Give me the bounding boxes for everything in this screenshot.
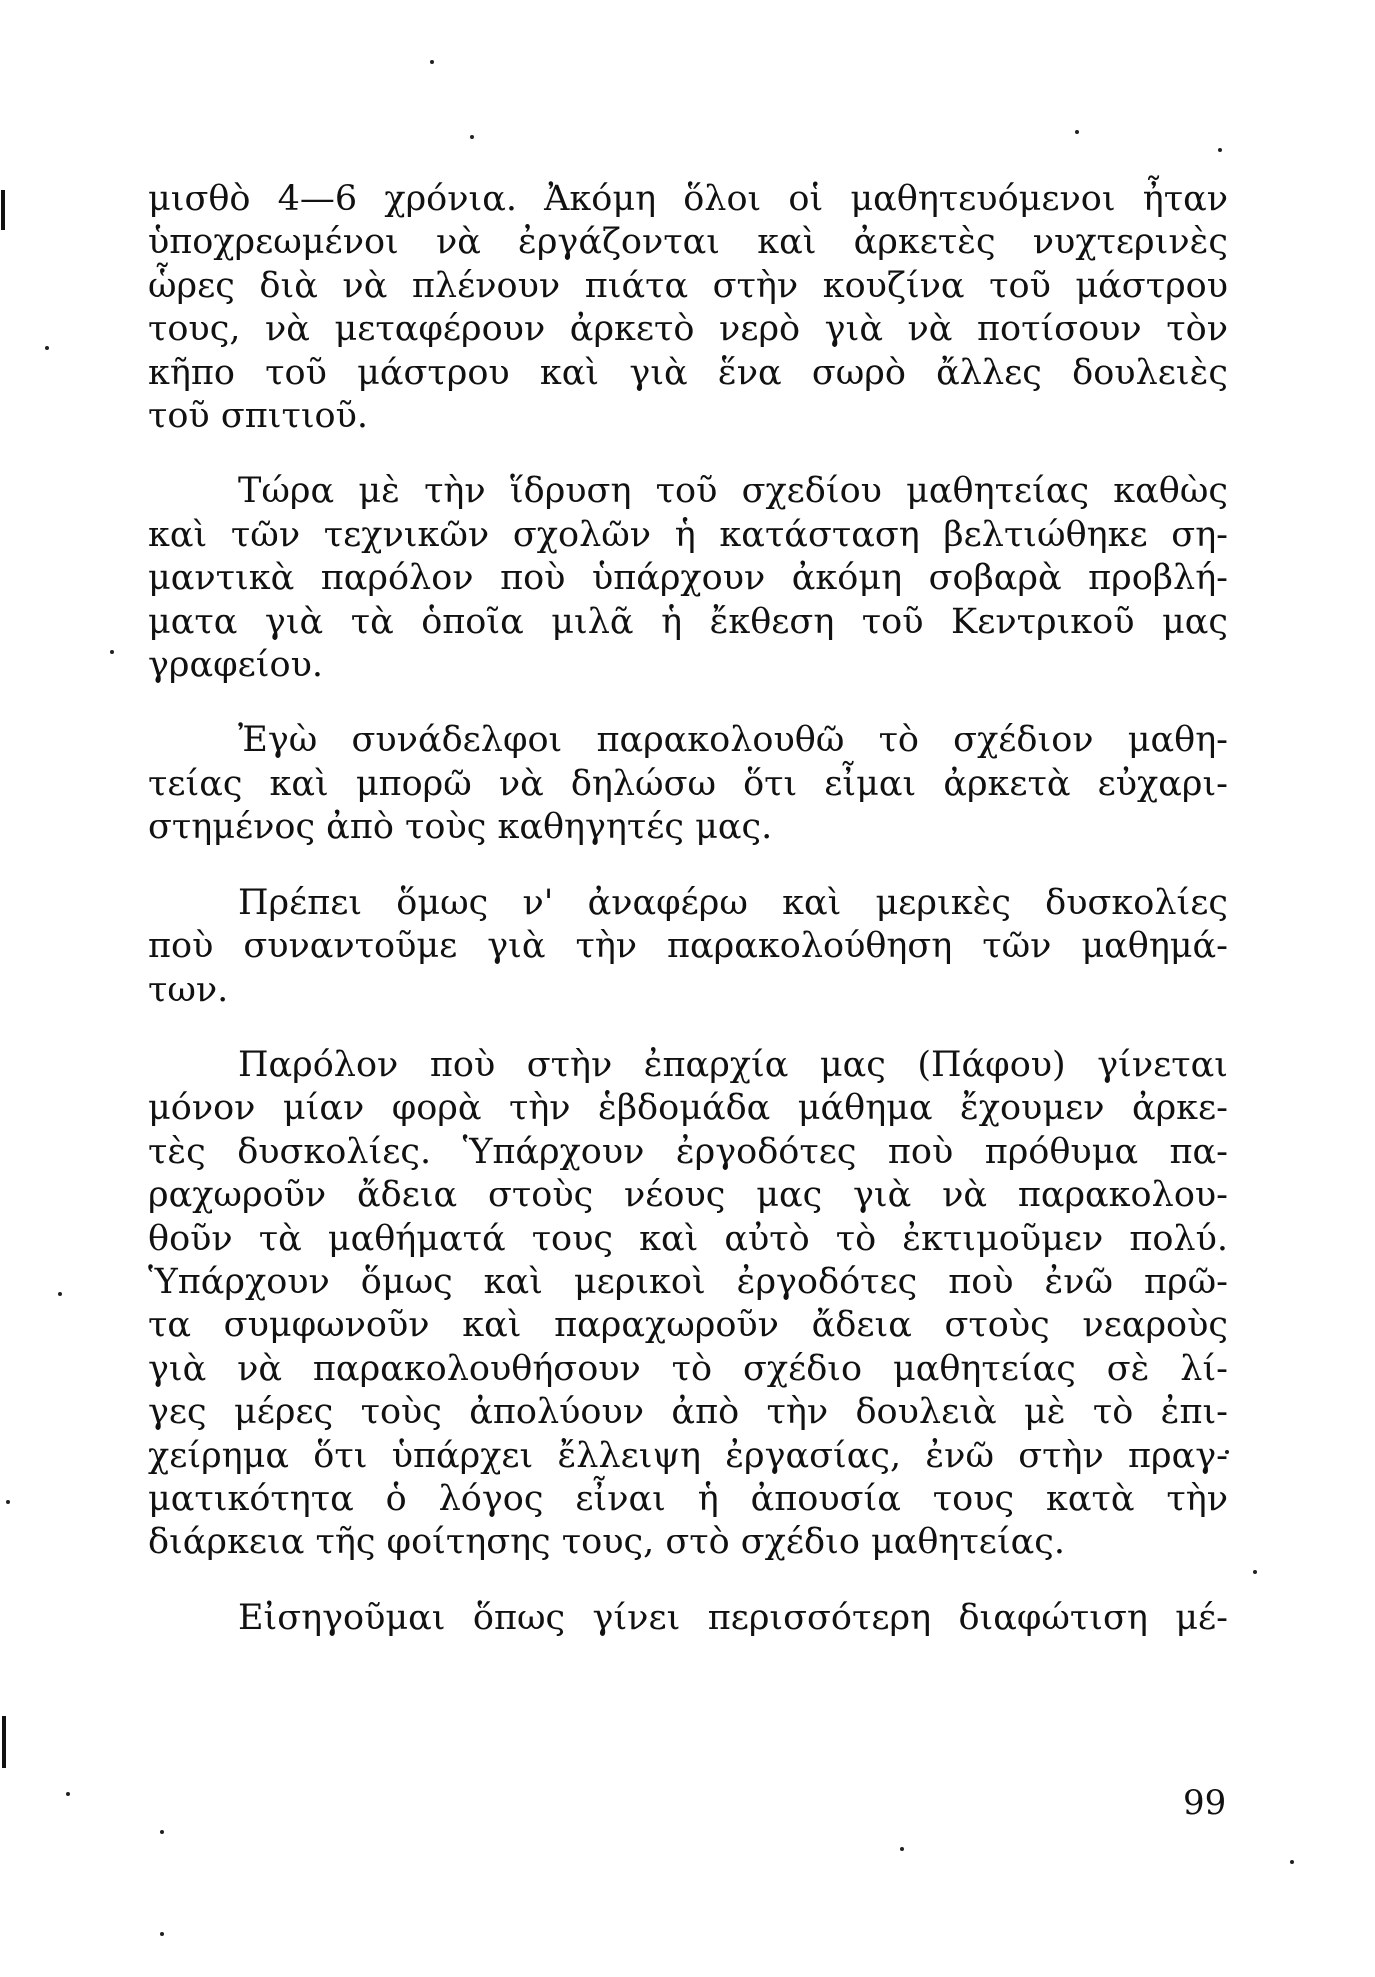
scan-speck bbox=[45, 346, 49, 350]
text-line: Πρέπει ὅμως ν' ἀναφέρω καὶ μερικὲς δυσκολίες bbox=[238, 882, 1228, 923]
paragraph-5 bbox=[148, 1044, 1228, 1565]
scan-speck bbox=[1075, 130, 1079, 134]
text-line: τείας καὶ μπορῶ νὰ δηλώσω ὅτι εἶμαι ἀρκετὰ εὐχαρι- bbox=[148, 763, 1228, 804]
paragraph-4 bbox=[148, 882, 1228, 1012]
text-line: χείρημα ὅτι ὑπάρχει ἔλλειψη ἐργασίας, ἐνῶ στὴν πραγ- bbox=[148, 1435, 1228, 1476]
text-line: ραχωροῦν ἄδεια στοὺς νέους μας γιὰ νὰ παρακολου- bbox=[148, 1175, 1228, 1216]
text-line: μισθὸ 4—6 χρόνια. Ἀκόμη ὅλοι οἱ μαθητευόμενοι ἦταν bbox=[148, 179, 1228, 219]
paragraph-1 bbox=[148, 178, 1228, 438]
text-line: ματα γιὰ τὰ ὁποῖα μιλᾶ ἡ ἔκθεση τοῦ Κεντρικοῦ μας bbox=[148, 601, 1228, 642]
scan-speck bbox=[1253, 1570, 1257, 1574]
text-line: Εἰσηγοῦμαι ὅπως γίνει περισσότερη διαφώτιση μέ- bbox=[238, 1597, 1228, 1638]
text-line: τους, νὰ μεταφέρουν ἀρκετὸ νερὸ γιὰ νὰ ποτίσουν τὸν bbox=[148, 309, 1228, 350]
paragraph-6 bbox=[148, 1597, 1228, 1640]
scan-speck bbox=[160, 1932, 164, 1936]
scan-speck bbox=[66, 1792, 70, 1796]
scan-speck bbox=[430, 60, 434, 64]
page-number: 99 bbox=[1183, 1783, 1227, 1823]
scan-speck bbox=[1290, 1860, 1294, 1864]
paragraph-2 bbox=[148, 470, 1228, 687]
text-line: τα συμφωνοῦν καὶ παραχωροῦν ἄδεια στοὺς νεαροὺς bbox=[148, 1305, 1228, 1346]
text-line: Ὑπάρχουν ὅμως καὶ μερικοὶ ἐργοδότες ποὺ ἐνῶ πρῶ- bbox=[148, 1261, 1228, 1302]
scan-speck bbox=[110, 650, 114, 654]
text-line: διάρκεια τῆς φοίτησης τους, στὸ σχέδιο μαθητείας. bbox=[148, 1522, 1066, 1563]
scan-speck bbox=[1218, 148, 1222, 152]
text-line: Παρόλον ποὺ στὴν ἐπαρχία μας (Πάφου) γίνεται bbox=[238, 1044, 1228, 1085]
scan-speck bbox=[160, 1830, 164, 1834]
text-line: των. bbox=[148, 969, 229, 1010]
body-text bbox=[148, 178, 1228, 1672]
text-line: Ἐγὼ συνάδελφοι παρακολουθῶ τὸ σχέδιον μαθη- bbox=[238, 720, 1228, 761]
text-line: κῆπο τοῦ μάστρου καὶ γιὰ ἕνα σωρὸ ἄλλες δουλειὲς bbox=[148, 352, 1228, 393]
text-line: ὧρες διὰ νὰ πλένουν πιάτα στὴν κουζίνα τοῦ μάστρου bbox=[148, 265, 1228, 306]
text-line: στημένος ἀπὸ τοὺς καθηγητές μας. bbox=[148, 807, 773, 848]
left-margin-mark bbox=[2, 1716, 6, 1768]
text-line: τὲς δυσκολίες. Ὑπάρχουν ἐργοδότες ποὺ πρόθυμα πα- bbox=[148, 1131, 1228, 1172]
text-line: μαντικὰ παρόλον ποὺ ὑπάρχουν ἀκόμη σοβαρὰ προβλή- bbox=[148, 558, 1228, 599]
text-line: θοῦν τὰ μαθήματά τους καὶ αὐτὸ τὸ ἐκτιμοῦμεν πολύ. bbox=[148, 1218, 1228, 1259]
text-line: γιὰ νὰ παρακολουθήσουν τὸ σχέδιο μαθητείας σὲ λί- bbox=[148, 1348, 1228, 1389]
scan-speck bbox=[470, 135, 474, 139]
text-line: γες μέρες τοὺς ἀπολύουν ἀπὸ τὴν δουλειὰ μὲ τὸ ἐπι- bbox=[148, 1392, 1228, 1433]
text-line: ματικότητα ὁ λόγος εἶναι ἡ ἀπουσία τους κατὰ τὴν bbox=[148, 1478, 1228, 1519]
scan-speck bbox=[58, 1292, 62, 1296]
left-margin-mark bbox=[1, 190, 5, 230]
text-line: Τώρα μὲ τὴν ἵδρυση τοῦ σχεδίου μαθητείας καθὼς bbox=[238, 471, 1228, 512]
paragraph-3 bbox=[148, 719, 1228, 849]
scan-speck bbox=[6, 1500, 10, 1504]
text-line: ὑποχρεωμένοι νὰ ἐργάζονται καὶ ἀρκετὲς νυχτερινὲς bbox=[148, 222, 1228, 263]
text-line: καὶ τῶν τεχνικῶν σχολῶν ἡ κατάσταση βελτιώθηκε ση- bbox=[148, 514, 1228, 555]
scan-speck bbox=[900, 1847, 904, 1851]
text-line: γραφείου. bbox=[148, 645, 323, 686]
text-line: μόνον μίαν φορὰ τὴν ἑβδομάδα μάθημα ἔχουμεν ἀρκε- bbox=[148, 1088, 1228, 1129]
text-line: ποὺ συναντοῦμε γιὰ τὴν παρακολούθηση τῶν μαθημά- bbox=[148, 926, 1228, 967]
text-line: τοῦ σπιτιοῦ. bbox=[148, 396, 369, 437]
